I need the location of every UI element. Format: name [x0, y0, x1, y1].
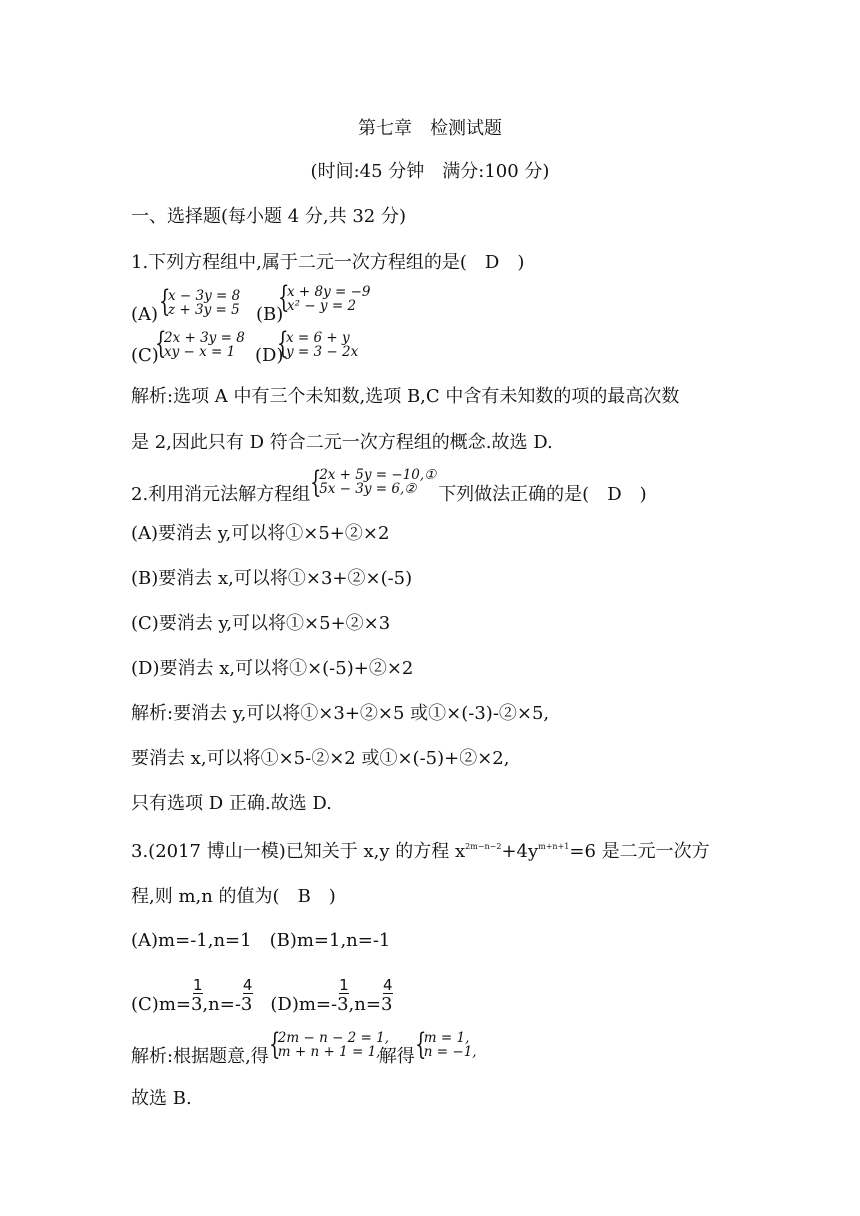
q2-explanation-line3: 只有选项 D 正确.故选 D. — [131, 793, 332, 814]
q1-b-system: { x + 8y = −9 x² − y = 2 — [278, 280, 371, 315]
q3-d-n-fraction — [381, 976, 395, 1010]
q1-a-eq1: x − 3y = 8 — [168, 288, 241, 304]
section-heading: 一、选择题(每小题 4 分,共 32 分) — [131, 206, 407, 227]
q3-c-m-fraction — [191, 976, 205, 1010]
q2-option-c: (C)要消去 y,可以将①×5+②×3 — [131, 613, 391, 634]
q3-c-n-denominator: 3 — [240, 994, 253, 1015]
q3-given-eq2: m + n + 1 = 1, — [277, 1044, 381, 1060]
q3-result-eq2: n = −1, — [423, 1044, 477, 1060]
q3-exponent-y: m+n+1 — [538, 842, 570, 851]
q1-c-eq1: 2x + 3y = 8 — [164, 330, 245, 346]
q3-stem-part1: 3.(2017 博山一模)已知关于 x,y 的方程 x — [131, 841, 466, 862]
q3-explanation-line2: 故选 B. — [131, 1088, 192, 1109]
q3-stem-part3: =6 是二元一次方 — [569, 841, 710, 862]
q3-d-m-denominator: 3 — [337, 994, 349, 1015]
page-subtitle: (时间:45 分钟 满分:100 分) — [310, 161, 550, 182]
q2-option-b: (B)要消去 x,可以将①×3+②×(-5) — [131, 568, 413, 589]
q3-options-ab: (A)m=-1,n=1 (B)m=1,n=-1 — [131, 930, 391, 951]
q3-explanation-line1 — [131, 1027, 485, 1067]
q3-exp-part1: 解析:根据题意,得 — [131, 1046, 269, 1067]
q3-d-m-numerator: 1 — [339, 976, 349, 994]
q3-d-n: ,n= — [348, 994, 381, 1015]
page-title: 第七章 检测试题 — [358, 118, 502, 139]
q2-option-d: (D)要消去 x,可以将①×(-5)+②×2 — [131, 658, 414, 679]
q2-explanation-line2: 要消去 x,可以将①×5-②×2 或①×(-5)+②×2, — [131, 748, 510, 769]
q1-c-eq2: xy − x = 1 — [164, 344, 236, 360]
q3-d-n-denominator: 3 — [380, 994, 393, 1015]
q2-eq2: 5x − 3y = 6,② — [319, 481, 417, 497]
q3-result-eq1: m = 1, — [423, 1030, 470, 1046]
q1-b-eq2: x² − y = 2 — [287, 298, 357, 314]
q3-options-cd — [131, 976, 393, 1015]
q2-option-a: (A)要消去 y,可以将①×5+②×2 — [131, 523, 390, 544]
q3-exp-part2: 解得 — [378, 1046, 415, 1067]
q2-stem — [131, 465, 647, 505]
q3-exponent-x: 2m−n−2 — [465, 842, 502, 851]
q1-d-eq1: x = 6 + y — [286, 330, 350, 346]
q2-eq1: 2x + 5y = −10,① — [319, 467, 437, 483]
q1-d-eq2: y = 3 − 2x — [286, 344, 359, 360]
q2-stem-part1: 2.利用消元法解方程组 — [131, 484, 311, 505]
q1-a-system: { x − 3y = 8 z + 3y = 5 — [159, 284, 241, 319]
q3-c-n: ,n=- — [202, 994, 241, 1015]
q1-b-label: (B) — [256, 304, 284, 325]
q3-stem-line1 — [131, 843, 710, 861]
q1-a-label: (A) — [131, 304, 159, 325]
q3-d-m: (D)m=- — [252, 994, 338, 1015]
q3-c-n-numerator: 4 — [242, 976, 253, 994]
q1-b-eq1: x + 8y = −9 — [287, 284, 371, 300]
q1-d-system: { x = 6 + y y = 3 − 2x — [277, 326, 359, 361]
q1-c-system: { 2x + 3y = 8 xy − x = 1 — [155, 326, 245, 361]
q1-explanation-line1: 解析:选项 A 中有三个未知数,选项 B,C 中含有未知数的项的最高次数 — [131, 386, 680, 407]
q3-given-eq1: 2m − n − 2 = 1, — [277, 1030, 390, 1046]
q3-d-n-numerator: 4 — [382, 976, 393, 994]
q1-d-label: (D) — [255, 345, 284, 366]
q3-c-m-numerator: 1 — [192, 976, 203, 994]
q1-explanation-line2: 是 2,因此只有 D 符合二元一次方程组的概念.故选 D. — [131, 432, 553, 453]
q3-d-m-fraction — [337, 976, 351, 1010]
q3-stem-line2: 程,则 m,n 的值为( B ) — [131, 886, 336, 907]
q1-a-eq2: z + 3y = 5 — [168, 302, 240, 318]
q3-c-n-fraction — [241, 976, 255, 1010]
q2-explanation-line1: 解析:要消去 y,可以将①×3+②×5 或①×(-3)-②×5, — [131, 703, 550, 724]
q1-c-label: (C) — [131, 345, 159, 366]
q3-system-result: { m = 1, n = −1, — [414, 1027, 477, 1062]
q3-c-m: (C)m= — [131, 994, 191, 1015]
q2-stem-part2: 下列做法正确的是( D ) — [438, 484, 647, 505]
q2-system: { 2x + 5y = −10,① 5x − 3y = 6,② — [310, 465, 437, 500]
q1-stem: 1.下列方程组中,属于二元一次方程组的是( D ) — [131, 252, 525, 273]
q3-c-m-denominator: 3 — [190, 994, 203, 1015]
q3-stem-part2: +4y — [501, 841, 539, 862]
q3-system-given: { 2m − n − 2 = 1, m + n + 1 = 1, — [268, 1027, 390, 1062]
